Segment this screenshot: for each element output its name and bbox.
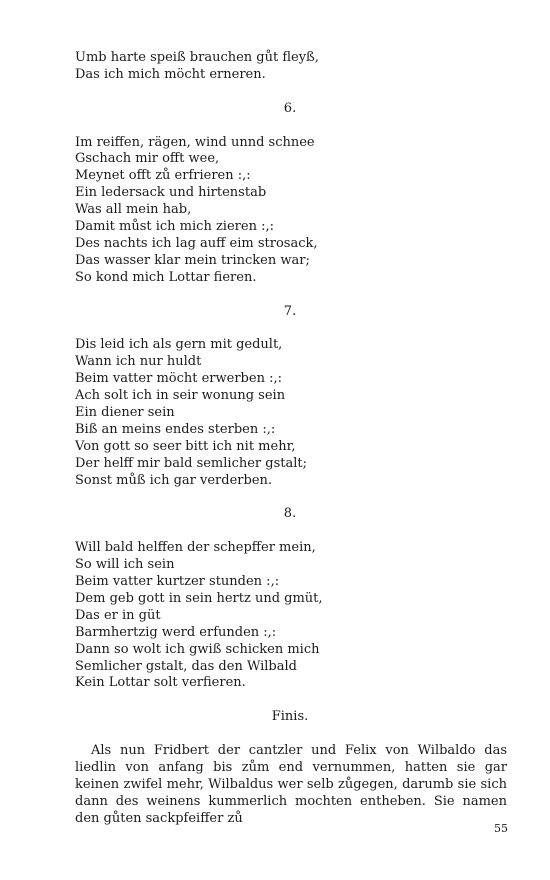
poem-intro [75,50,507,84]
verse-line: Von gott so seer bitt ich nit mehr, [75,438,296,454]
finis-heading: Finis. [271,709,309,725]
verse-line: Beim vatter kurtzer stunden :,: [75,574,280,589]
verse-line: Im reiffen, rägen, wind unnd schnee [75,134,315,150]
verse-line: Ein ledersack und hirtenstab [75,185,267,201]
verse-line: So will ich sein [75,557,175,573]
verse-line: Was all mein hab, [75,202,192,218]
verse-line: Dis leid ich als gern mit gedult, [75,337,283,353]
verse-line: Meynet offt zů erfrieren :,: [75,168,251,184]
verse-line: Beim vatter möcht erwerben :,: [75,371,282,387]
verse-line: Des nachts ich lag auff eim strosack, [75,235,318,251]
verse-line: So kond mich Lottar fieren. [75,269,257,285]
verse-line: Semlicher gstalt, das den Wilbald [75,658,297,674]
verse-line: Das ich mich möcht erneren. [75,66,266,82]
stanza-8 [75,506,507,692]
verse-line: Der helff mir bald semlicher gstalt; [75,455,308,471]
verse-line: Barmhertzig werd erfunden :,: [75,624,277,640]
stanza-7 [75,304,507,490]
stanza-number: 8. [283,506,297,522]
stanza-6 [75,101,507,287]
verse-line: Kein Lottar solt verfieren. [75,675,246,691]
verse-line: Dem geb gott in sein hertz und gmüt, [75,590,323,606]
verse-line: Gschach mir offt wee, [75,151,220,167]
verse-line: Das wasser klar mein trincken war; [75,252,310,268]
verse-line: Will bald helffen der schepffer mein, [75,540,316,556]
stanza-number: 6. [283,100,297,116]
page-number: 55 [494,822,508,835]
prose-paragraph: Als nun Fridbert der cantzler und Felix von Wilbaldo das liedlin von anfang bis zům end vernummen, hatten sie gar keinen zwifel mehr, Wilbaldus wer selb zůgegen, darumb sie sich dann des weinens kummerlich mochten entheben. Sie namen den gůten sackpfeiffer zů [75,743,507,826]
verse-line: Biß an meins endes sterben :,: [75,421,276,437]
verse-line: Das er in güt [75,607,161,623]
stanza-number: 7. [283,303,297,319]
verse-line: Ein diener sein [75,404,175,420]
page-body [75,50,507,828]
verse-line: Wann ich nur huldt [75,354,202,370]
verse-line: Sonst můß ich gar verderben. [75,472,273,488]
verse-line: Umb harte speiß brauchen gůt fleyß, [75,50,319,65]
verse-line: Ach solt ich in seir wonung sein [75,388,286,404]
verse-line: Damit můst ich mich zieren :,: [75,219,274,235]
verse-line: Dann so wolt ich gwiß schicken mich [75,641,320,657]
